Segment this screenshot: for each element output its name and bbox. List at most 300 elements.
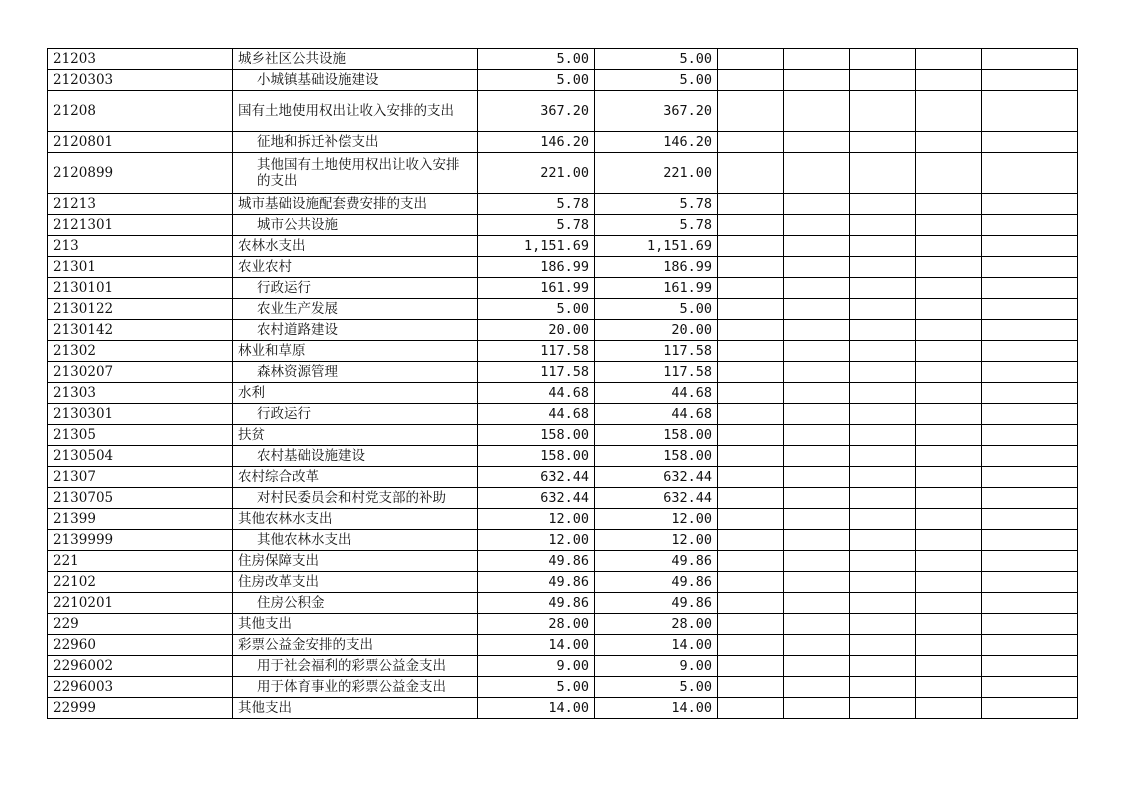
row-general-budget-amount: 12.00 — [595, 509, 718, 530]
table-row — [48, 341, 1078, 362]
row-total-amount: 367.20 — [478, 91, 595, 132]
table-row — [48, 91, 1078, 132]
row-item-name: 其他国有土地使用权出让收入安排的支出 — [233, 153, 478, 194]
empty-cell — [784, 236, 850, 257]
table-row — [48, 593, 1078, 614]
row-total-amount: 12.00 — [478, 509, 595, 530]
row-code: 22102 — [48, 572, 233, 593]
empty-cell — [916, 635, 982, 656]
empty-cell — [982, 320, 1078, 341]
empty-cell — [718, 236, 784, 257]
row-total-amount: 14.00 — [478, 698, 595, 719]
empty-cell — [916, 153, 982, 194]
table-row — [48, 70, 1078, 91]
row-code: 2130207 — [48, 362, 233, 383]
empty-cell — [784, 635, 850, 656]
row-general-budget-amount: 117.58 — [595, 341, 718, 362]
empty-cell — [982, 656, 1078, 677]
empty-cell — [850, 446, 916, 467]
row-code: 2130504 — [48, 446, 233, 467]
row-total-amount: 186.99 — [478, 257, 595, 278]
empty-cell — [982, 698, 1078, 719]
table-row — [48, 362, 1078, 383]
table-body — [48, 49, 1078, 719]
empty-cell — [718, 257, 784, 278]
table-row — [48, 467, 1078, 488]
row-item-name: 行政运行 — [233, 404, 478, 425]
empty-cell — [916, 132, 982, 153]
empty-cell — [784, 593, 850, 614]
empty-cell — [916, 278, 982, 299]
empty-cell — [982, 593, 1078, 614]
row-total-amount: 5.00 — [478, 49, 595, 70]
row-total-amount: 117.58 — [478, 362, 595, 383]
row-item-name: 其他支出 — [233, 698, 478, 719]
empty-cell — [718, 530, 784, 551]
empty-cell — [718, 320, 784, 341]
row-code: 229 — [48, 614, 233, 635]
empty-cell — [982, 49, 1078, 70]
row-total-amount: 49.86 — [478, 551, 595, 572]
empty-cell — [850, 572, 916, 593]
row-code: 21301 — [48, 257, 233, 278]
empty-cell — [850, 530, 916, 551]
empty-cell — [850, 488, 916, 509]
row-general-budget-amount: 5.78 — [595, 194, 718, 215]
empty-cell — [718, 91, 784, 132]
empty-cell — [784, 656, 850, 677]
empty-cell — [916, 467, 982, 488]
row-general-budget-amount: 49.86 — [595, 551, 718, 572]
empty-cell — [916, 257, 982, 278]
row-item-name: 用于体育事业的彩票公益金支出 — [233, 677, 478, 698]
row-item-name: 扶贫 — [233, 425, 478, 446]
row-total-amount: 161.99 — [478, 278, 595, 299]
empty-cell — [718, 153, 784, 194]
row-item-name: 国有土地使用权出让收入安排的支出 — [233, 91, 478, 132]
row-general-budget-amount: 161.99 — [595, 278, 718, 299]
empty-cell — [982, 446, 1078, 467]
row-item-name: 农业生产发展 — [233, 299, 478, 320]
empty-cell — [982, 425, 1078, 446]
table-row — [48, 509, 1078, 530]
row-item-name: 住房公积金 — [233, 593, 478, 614]
empty-cell — [982, 635, 1078, 656]
table-row — [48, 446, 1078, 467]
empty-cell — [850, 362, 916, 383]
table-row — [48, 257, 1078, 278]
empty-cell — [916, 677, 982, 698]
empty-cell — [718, 635, 784, 656]
empty-cell — [784, 299, 850, 320]
empty-cell — [784, 49, 850, 70]
row-general-budget-amount: 12.00 — [595, 530, 718, 551]
table-row — [48, 383, 1078, 404]
empty-cell — [718, 215, 784, 236]
empty-cell — [916, 341, 982, 362]
empty-cell — [784, 320, 850, 341]
empty-cell — [982, 257, 1078, 278]
empty-cell — [850, 91, 916, 132]
row-general-budget-amount: 158.00 — [595, 425, 718, 446]
table-row — [48, 404, 1078, 425]
empty-cell — [718, 299, 784, 320]
row-item-name: 彩票公益金安排的支出 — [233, 635, 478, 656]
empty-cell — [718, 698, 784, 719]
empty-cell — [982, 467, 1078, 488]
table-row — [48, 656, 1078, 677]
empty-cell — [784, 278, 850, 299]
row-code: 21203 — [48, 49, 233, 70]
empty-cell — [850, 614, 916, 635]
table-row — [48, 614, 1078, 635]
empty-cell — [982, 278, 1078, 299]
row-total-amount: 12.00 — [478, 530, 595, 551]
row-code: 2120801 — [48, 132, 233, 153]
empty-cell — [850, 49, 916, 70]
empty-cell — [850, 467, 916, 488]
empty-cell — [718, 656, 784, 677]
empty-cell — [784, 530, 850, 551]
row-item-name: 对村民委员会和村党支部的补助 — [233, 488, 478, 509]
empty-cell — [916, 425, 982, 446]
empty-cell — [718, 614, 784, 635]
empty-cell — [784, 404, 850, 425]
empty-cell — [784, 194, 850, 215]
empty-cell — [850, 551, 916, 572]
empty-cell — [916, 698, 982, 719]
table-row — [48, 698, 1078, 719]
empty-cell — [850, 70, 916, 91]
empty-cell — [850, 257, 916, 278]
row-total-amount: 632.44 — [478, 488, 595, 509]
empty-cell — [916, 404, 982, 425]
row-total-amount: 632.44 — [478, 467, 595, 488]
empty-cell — [718, 509, 784, 530]
empty-cell — [784, 91, 850, 132]
table-row — [48, 572, 1078, 593]
empty-cell — [784, 425, 850, 446]
row-general-budget-amount: 20.00 — [595, 320, 718, 341]
empty-cell — [916, 70, 982, 91]
row-general-budget-amount: 14.00 — [595, 635, 718, 656]
row-item-name: 林业和草原 — [233, 341, 478, 362]
empty-cell — [718, 572, 784, 593]
row-general-budget-amount: 367.20 — [595, 91, 718, 132]
empty-cell — [916, 656, 982, 677]
row-total-amount: 1,151.69 — [478, 236, 595, 257]
row-code: 21302 — [48, 341, 233, 362]
row-item-name: 其他农林水支出 — [233, 530, 478, 551]
empty-cell — [982, 509, 1078, 530]
empty-cell — [850, 132, 916, 153]
empty-cell — [718, 70, 784, 91]
empty-cell — [784, 614, 850, 635]
row-general-budget-amount: 1,151.69 — [595, 236, 718, 257]
row-total-amount: 5.00 — [478, 299, 595, 320]
empty-cell — [784, 257, 850, 278]
row-item-name: 用于社会福利的彩票公益金支出 — [233, 656, 478, 677]
row-item-name: 其他支出 — [233, 614, 478, 635]
empty-cell — [718, 383, 784, 404]
row-total-amount: 44.68 — [478, 383, 595, 404]
row-total-amount: 49.86 — [478, 593, 595, 614]
row-code: 2120303 — [48, 70, 233, 91]
empty-cell — [982, 404, 1078, 425]
row-item-name: 征地和拆迁补偿支出 — [233, 132, 478, 153]
table-row — [48, 153, 1078, 194]
table-row — [48, 677, 1078, 698]
empty-cell — [916, 383, 982, 404]
row-general-budget-amount: 28.00 — [595, 614, 718, 635]
empty-cell — [718, 593, 784, 614]
row-item-name: 农村基础设施建设 — [233, 446, 478, 467]
row-general-budget-amount: 49.86 — [595, 593, 718, 614]
empty-cell — [850, 299, 916, 320]
row-code: 2296003 — [48, 677, 233, 698]
row-general-budget-amount: 5.00 — [595, 70, 718, 91]
empty-cell — [982, 488, 1078, 509]
empty-cell — [784, 215, 850, 236]
empty-cell — [982, 70, 1078, 91]
empty-cell — [718, 194, 784, 215]
row-code: 2210201 — [48, 593, 233, 614]
row-item-name: 森林资源管理 — [233, 362, 478, 383]
empty-cell — [982, 614, 1078, 635]
empty-cell — [850, 698, 916, 719]
empty-cell — [916, 299, 982, 320]
empty-cell — [982, 194, 1078, 215]
row-code: 2296002 — [48, 656, 233, 677]
budget-sheet — [47, 48, 1078, 719]
table-row — [48, 278, 1078, 299]
row-general-budget-amount: 186.99 — [595, 257, 718, 278]
empty-cell — [784, 132, 850, 153]
empty-cell — [784, 467, 850, 488]
row-general-budget-amount: 5.00 — [595, 299, 718, 320]
empty-cell — [784, 572, 850, 593]
row-item-name: 城乡社区公共设施 — [233, 49, 478, 70]
empty-cell — [718, 278, 784, 299]
empty-cell — [784, 362, 850, 383]
empty-cell — [784, 446, 850, 467]
row-total-amount: 5.78 — [478, 194, 595, 215]
empty-cell — [982, 362, 1078, 383]
empty-cell — [784, 698, 850, 719]
empty-cell — [982, 677, 1078, 698]
row-code: 21208 — [48, 91, 233, 132]
empty-cell — [916, 446, 982, 467]
empty-cell — [850, 153, 916, 194]
row-item-name: 行政运行 — [233, 278, 478, 299]
empty-cell — [916, 551, 982, 572]
row-general-budget-amount: 5.00 — [595, 49, 718, 70]
empty-cell — [850, 383, 916, 404]
row-total-amount: 28.00 — [478, 614, 595, 635]
empty-cell — [850, 425, 916, 446]
row-code: 2121301 — [48, 215, 233, 236]
empty-cell — [718, 49, 784, 70]
row-total-amount: 158.00 — [478, 446, 595, 467]
row-code: 21307 — [48, 467, 233, 488]
row-total-amount: 221.00 — [478, 153, 595, 194]
empty-cell — [784, 153, 850, 194]
row-total-amount: 146.20 — [478, 132, 595, 153]
empty-cell — [784, 509, 850, 530]
empty-cell — [784, 383, 850, 404]
table-row — [48, 236, 1078, 257]
row-total-amount: 5.00 — [478, 70, 595, 91]
empty-cell — [718, 362, 784, 383]
empty-cell — [982, 91, 1078, 132]
row-code: 2120899 — [48, 153, 233, 194]
table-row — [48, 132, 1078, 153]
empty-cell — [916, 509, 982, 530]
empty-cell — [718, 677, 784, 698]
empty-cell — [718, 341, 784, 362]
row-general-budget-amount: 44.68 — [595, 383, 718, 404]
table-row — [48, 551, 1078, 572]
expenditure-table — [47, 48, 1078, 719]
row-code: 21305 — [48, 425, 233, 446]
empty-cell — [982, 530, 1078, 551]
row-code: 2130142 — [48, 320, 233, 341]
empty-cell — [850, 341, 916, 362]
row-item-name: 住房保障支出 — [233, 551, 478, 572]
empty-cell — [850, 509, 916, 530]
empty-cell — [718, 404, 784, 425]
empty-cell — [916, 593, 982, 614]
row-item-name: 农业农村 — [233, 257, 478, 278]
row-general-budget-amount: 632.44 — [595, 467, 718, 488]
row-code: 2130101 — [48, 278, 233, 299]
row-item-name: 其他农林水支出 — [233, 509, 478, 530]
row-code: 22999 — [48, 698, 233, 719]
row-total-amount: 5.00 — [478, 677, 595, 698]
row-total-amount: 49.86 — [478, 572, 595, 593]
table-row — [48, 320, 1078, 341]
row-item-name: 农村道路建设 — [233, 320, 478, 341]
table-row — [48, 215, 1078, 236]
row-total-amount: 14.00 — [478, 635, 595, 656]
row-item-name: 农村综合改革 — [233, 467, 478, 488]
row-total-amount: 5.78 — [478, 215, 595, 236]
empty-cell — [916, 530, 982, 551]
empty-cell — [784, 70, 850, 91]
empty-cell — [916, 320, 982, 341]
empty-cell — [982, 572, 1078, 593]
empty-cell — [982, 215, 1078, 236]
empty-cell — [916, 236, 982, 257]
table-row — [48, 299, 1078, 320]
empty-cell — [718, 132, 784, 153]
row-item-name: 农林水支出 — [233, 236, 478, 257]
row-code: 221 — [48, 551, 233, 572]
empty-cell — [982, 551, 1078, 572]
row-general-budget-amount: 5.00 — [595, 677, 718, 698]
row-total-amount: 9.00 — [478, 656, 595, 677]
empty-cell — [784, 551, 850, 572]
row-code: 2139999 — [48, 530, 233, 551]
empty-cell — [982, 153, 1078, 194]
empty-cell — [718, 488, 784, 509]
empty-cell — [784, 341, 850, 362]
row-total-amount: 117.58 — [478, 341, 595, 362]
row-general-budget-amount: 49.86 — [595, 572, 718, 593]
row-item-name: 小城镇基础设施建设 — [233, 70, 478, 91]
empty-cell — [916, 194, 982, 215]
empty-cell — [718, 446, 784, 467]
row-general-budget-amount: 5.78 — [595, 215, 718, 236]
empty-cell — [850, 677, 916, 698]
empty-cell — [850, 278, 916, 299]
empty-cell — [850, 215, 916, 236]
row-code: 22960 — [48, 635, 233, 656]
empty-cell — [916, 614, 982, 635]
empty-cell — [850, 635, 916, 656]
empty-cell — [718, 467, 784, 488]
empty-cell — [916, 91, 982, 132]
row-code: 2130705 — [48, 488, 233, 509]
empty-cell — [850, 404, 916, 425]
table-row — [48, 194, 1078, 215]
empty-cell — [718, 551, 784, 572]
row-general-budget-amount: 632.44 — [595, 488, 718, 509]
empty-cell — [982, 236, 1078, 257]
table-row — [48, 49, 1078, 70]
empty-cell — [982, 341, 1078, 362]
row-item-name: 城市基础设施配套费安排的支出 — [233, 194, 478, 215]
row-general-budget-amount: 9.00 — [595, 656, 718, 677]
row-general-budget-amount: 146.20 — [595, 132, 718, 153]
row-general-budget-amount: 221.00 — [595, 153, 718, 194]
row-general-budget-amount: 158.00 — [595, 446, 718, 467]
row-item-name: 住房改革支出 — [233, 572, 478, 593]
empty-cell — [982, 132, 1078, 153]
empty-cell — [916, 488, 982, 509]
row-item-name: 水利 — [233, 383, 478, 404]
row-item-name: 城市公共设施 — [233, 215, 478, 236]
row-code: 213 — [48, 236, 233, 257]
empty-cell — [784, 677, 850, 698]
empty-cell — [982, 299, 1078, 320]
empty-cell — [850, 236, 916, 257]
table-row — [48, 425, 1078, 446]
table-row — [48, 530, 1078, 551]
row-total-amount: 20.00 — [478, 320, 595, 341]
empty-cell — [850, 320, 916, 341]
table-row — [48, 488, 1078, 509]
row-total-amount: 44.68 — [478, 404, 595, 425]
empty-cell — [982, 383, 1078, 404]
row-total-amount: 158.00 — [478, 425, 595, 446]
empty-cell — [916, 49, 982, 70]
empty-cell — [850, 593, 916, 614]
row-code: 2130301 — [48, 404, 233, 425]
empty-cell — [916, 215, 982, 236]
empty-cell — [718, 425, 784, 446]
table-row — [48, 635, 1078, 656]
empty-cell — [916, 572, 982, 593]
row-general-budget-amount: 14.00 — [595, 698, 718, 719]
empty-cell — [784, 488, 850, 509]
row-code: 2130122 — [48, 299, 233, 320]
row-code: 21399 — [48, 509, 233, 530]
row-code: 21213 — [48, 194, 233, 215]
row-code: 21303 — [48, 383, 233, 404]
empty-cell — [850, 656, 916, 677]
empty-cell — [916, 362, 982, 383]
